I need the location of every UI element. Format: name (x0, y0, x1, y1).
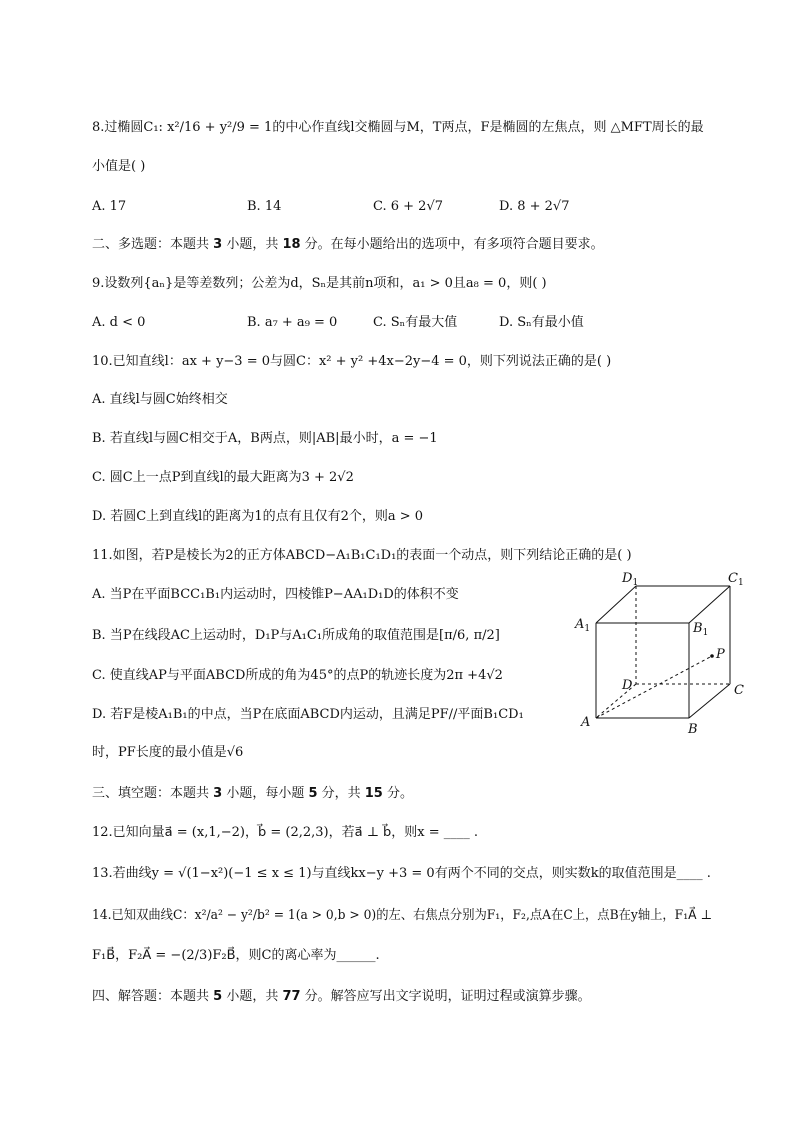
q8-option-b: B. 14 (247, 199, 282, 214)
q8-option-a: A. 17 (92, 199, 127, 214)
section-2-heading: 二、多选题：本题共 3 小题，共 18 分。在每小题给出的选项中，有多项符合题目要求。 (92, 237, 604, 252)
q10-stem: 10.已知直线l：ax + y−3 = 0与圆C：x² + y² +4x−2y−4 = 0，则下列说法正确的是( ) (92, 354, 612, 369)
q13-stem: 13.若曲线y = √(1−x²)(−1 ≤ x ≤ 1)与直线kx−y +3 = 0有两个不同的交点，则实数k的取值范围是____ . (92, 866, 711, 881)
q8-option-d: D. 8 + 2√7 (499, 199, 570, 214)
cube-figure (570, 568, 760, 748)
q11-option-d: D. 若F是棱A₁B₁的中点，当P在底面ABCD内运动，且满足PF//平面B₁CD₁ (92, 707, 524, 722)
q12-stem: 12.已知向量a⃗ = (x,1,−2)，b⃗ = (2,2,3)，若a⃗ ⊥ b⃗，则x = ____ . (92, 825, 479, 840)
section-3-heading: 三、填空题：本题共 3 小题，每小题 5 分，共 15 分。 (92, 786, 413, 801)
dashed-line-ap (596, 656, 712, 718)
q11-stem: 11.如图，若P是棱长为2的正方体ABCD−A₁B₁C₁D₁的表面一个动点，则下列结论正确的是( ) (92, 548, 632, 563)
q14-line1: 14.已知双曲线C：x²/a² − y²/b² = 1(a > 0,b > 0)的左、右焦点分别为F₁，F₂,点A在C上，点B在y轴上，F₁A⃗ ⊥ (92, 908, 712, 923)
q14-line2: F₁B⃗，F₂A⃗ = −(2/3)F₂B⃗，则C的离心率为______. (92, 948, 380, 963)
label-d: D (622, 678, 633, 693)
q8-stem-line2: 小值是( ) (92, 159, 146, 174)
edge-c1b1 (689, 586, 730, 623)
q11-option-d-continued: 时，PF长度的最小值是√6 (92, 745, 244, 760)
label-a: A (581, 715, 591, 730)
label-c1: $C_1$ (728, 571, 744, 588)
q9-option-b: B. a₇ + a₉ = 0 (247, 315, 338, 330)
label-p: P (716, 647, 725, 662)
q11-option-b: B. 当P在线段AC上运动时，D₁P与A₁C₁所成角的取值范围是[π/6, π/2] (92, 628, 500, 643)
q10-option-c: C. 圆C上一点P到直线l的最大距离为3 + 2√2 (92, 470, 354, 485)
label-c: C (734, 683, 744, 698)
q9-stem: 9.设数列{aₙ}是等差数列；公差为d，Sₙ是其前n项和，a₁ > 0且a₈ = 0，则( ) (92, 276, 547, 291)
q9-option-a: A. d < 0 (92, 315, 146, 330)
edge-a1d1 (596, 586, 636, 623)
label-b1: $B_1$ (693, 621, 709, 638)
q9-option-c: C. Sₙ有最大值 (373, 315, 458, 330)
point-p (710, 654, 714, 658)
q9-option-d: D. Sₙ有最小值 (499, 315, 584, 330)
q10-option-a: A. 直线l与圆C始终相交 (92, 392, 228, 407)
q8-option-c: C. 6 + 2√7 (373, 199, 444, 214)
q8-stem-line1: 8.过椭圆C₁: x²/16 + y²/9 = 1的中心作直线l交椭圆与M，T两点，F是椭圆的左焦点，则 △MFT周长的最 (92, 120, 704, 135)
section-4-heading: 四、解答题：本题共 5 小题，共 77 分。解答应写出文字说明，证明过程或演算步骤。 (92, 989, 591, 1004)
q10-option-d: D. 若圆C上到直线l的距离为1的点有且仅有2个，则a > 0 (92, 509, 424, 524)
q11-option-a: A. 当P在平面BCC₁B₁内运动时，四棱锥P−AA₁D₁D的体积不变 (92, 587, 459, 602)
q11-option-c: C. 使直线AP与平面ABCD所成的角为45°的点P的轨迹长度为2π +4√2 (92, 668, 503, 683)
q10-option-b: B. 若直线l与圆C相交于A，B两点，则|AB|最小时，a = −1 (92, 431, 438, 446)
label-a1: $A_1$ (575, 617, 591, 634)
label-b: B (688, 722, 698, 737)
label-d1: $D_1$ (622, 571, 639, 588)
edge-cb (689, 684, 730, 718)
